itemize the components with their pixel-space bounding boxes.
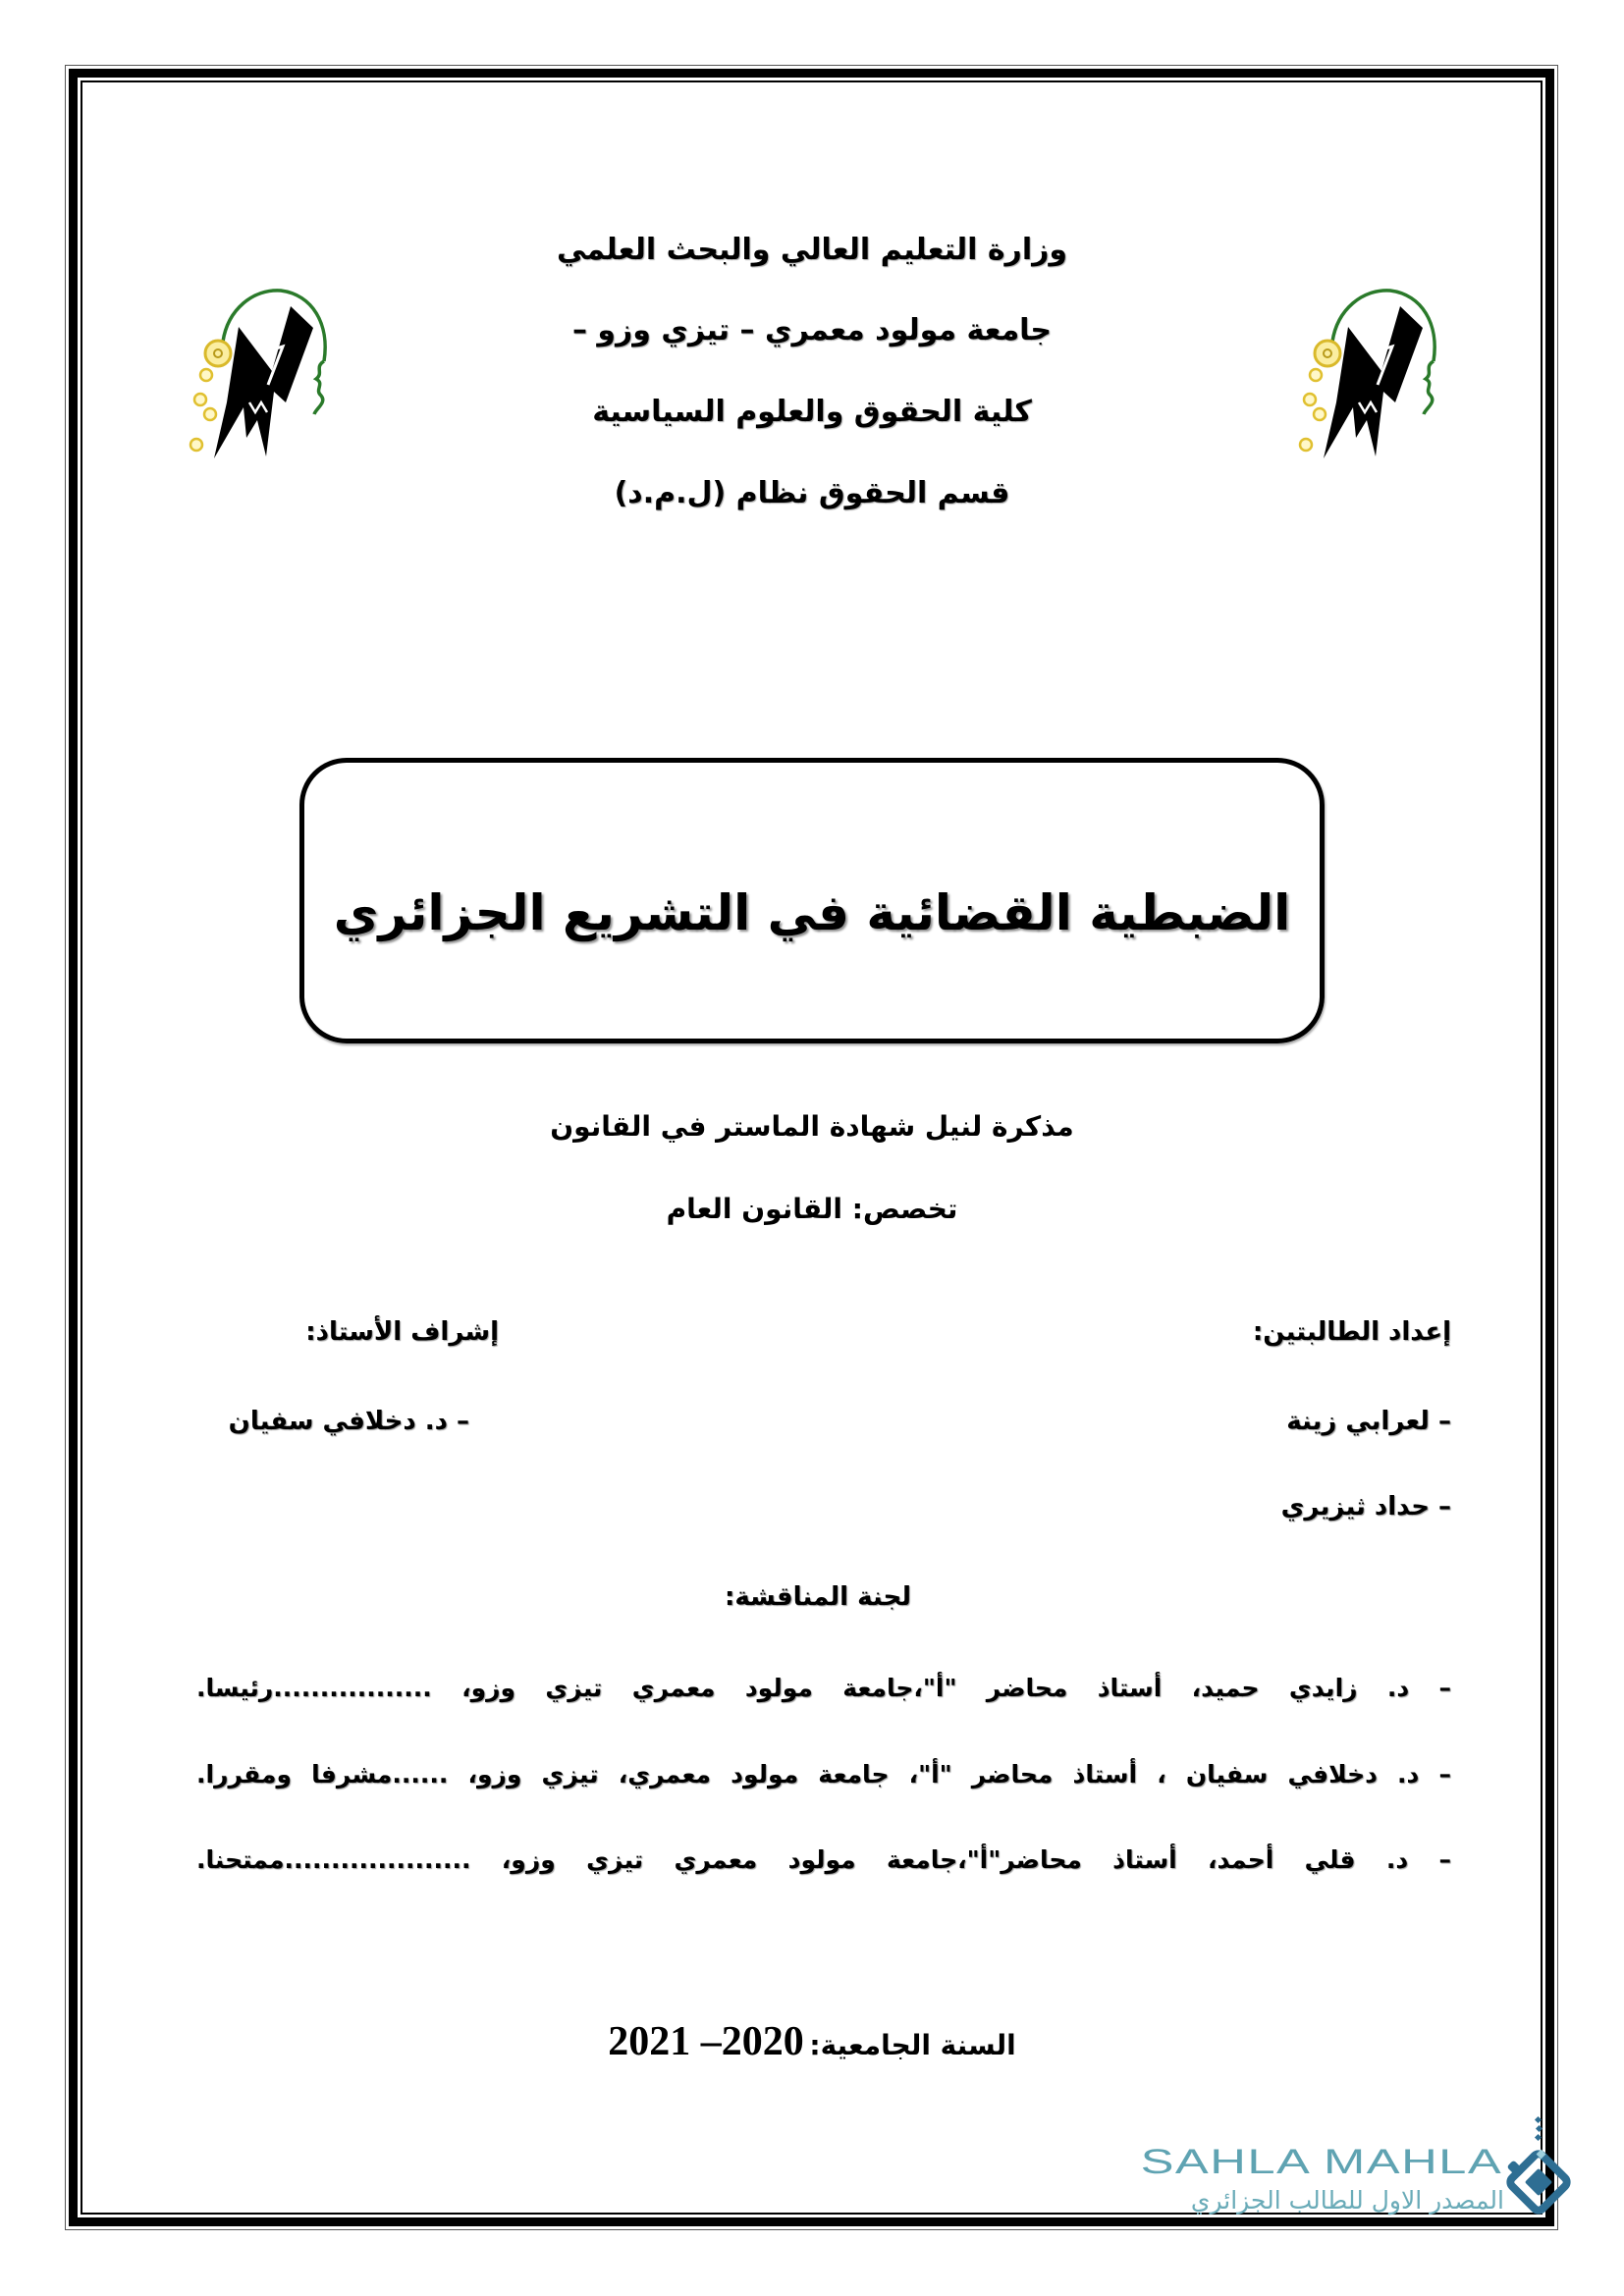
student-name: – لعرابي زينة xyxy=(1286,1407,1451,1436)
watermark-brand: SAHLA MAHLA xyxy=(1140,2143,1502,2181)
committee-member: – د. زايدي حميد، أستاذ محاضر "أ"،جامعة مولود معمري تيزي وزو، .................رئيسا. xyxy=(196,1674,1451,1702)
university-name: جامعة مولود معمري – تيزي وزو – xyxy=(571,313,1053,347)
watermark-tagline: المصدر الاول للطالب الجزائري xyxy=(1190,2186,1504,2215)
faculty-name: كلية الحقوق والعلوم السياسية xyxy=(592,395,1032,429)
specialization: تخصص: القانون العام xyxy=(666,1193,958,1225)
thesis-title: الضبطية القضائية في التشريع الجزائري xyxy=(333,884,1291,941)
committee-label: لجنة المناقشة: xyxy=(724,1582,912,1612)
committee-member: – د. دخلافي سفيان ، أستاذ محاضر "أ"، جامعة مولود معمري، تيزي وزو، ......مشرفا ومقررا. xyxy=(196,1760,1451,1789)
committee-member: – د. قلي أحمد، أستاذ محاضر"أ"،جامعة مولود معمري تيزي وزو، ....................ممتحنا. xyxy=(196,1845,1451,1874)
ministry-name: وزارة التعليم العالي والبحث العلمي xyxy=(556,233,1068,267)
academic-year xyxy=(0,2007,1624,2076)
supervisor-name: – د. دخلافي سفيان xyxy=(228,1407,469,1436)
department-name: قسم الحقوق نظام (ل.م.د) xyxy=(614,476,1010,510)
degree-statement: مذكرة لنيل شهادة الماستر في القانون xyxy=(550,1110,1074,1143)
academic-year-value: 2020– 2021 xyxy=(608,2019,804,2064)
sahla-mahla-logo-icon xyxy=(1497,2115,1576,2220)
academic-year-label: السنة الجامعية: xyxy=(809,2029,1016,2061)
student-name: – حداد ثيزيري xyxy=(1280,1492,1451,1522)
supervisor-label: إشراف الأستاذ: xyxy=(305,1317,499,1347)
students-label: إعداد الطالبتين: xyxy=(1252,1317,1451,1347)
